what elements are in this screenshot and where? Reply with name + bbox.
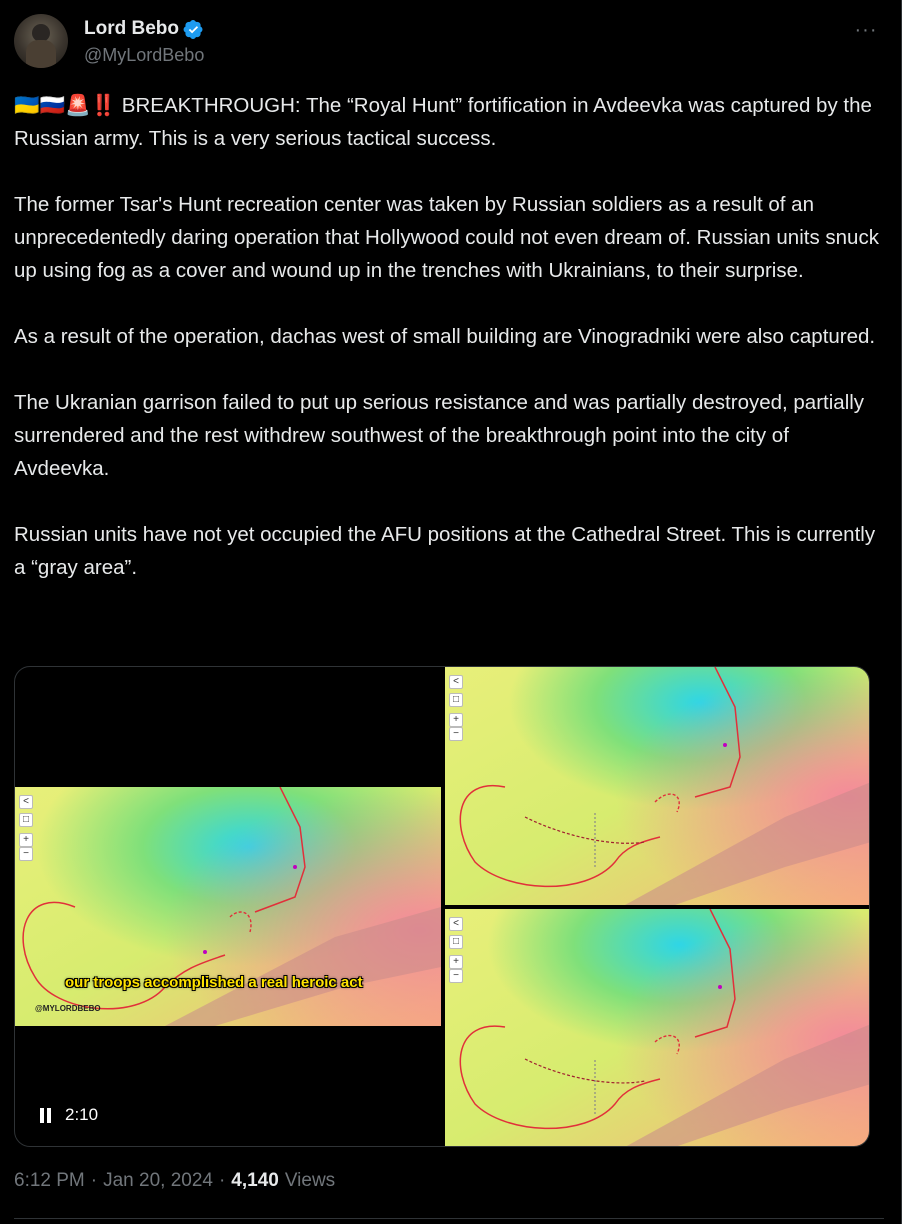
tweet-time[interactable]: 6:12 PM	[14, 1170, 85, 1191]
more-icon[interactable]: ···	[854, 18, 878, 41]
verified-badge-icon[interactable]	[183, 19, 204, 40]
video-caption: our troops accomplished a real heroic act	[65, 974, 363, 991]
divider	[14, 1218, 884, 1219]
views-count: 4,140	[231, 1170, 279, 1191]
map-image-bottom[interactable]	[445, 909, 870, 1147]
map-fullscreen-icon[interactable]: □	[449, 693, 463, 707]
map-fullscreen-icon[interactable]: □	[19, 813, 33, 827]
video-watermark: @MYLORDBEBO	[35, 1004, 101, 1013]
views-label: Views	[284, 1170, 336, 1191]
map-share-icon[interactable]: <	[449, 917, 463, 931]
map-image	[445, 667, 870, 905]
video-frame[interactable]	[15, 787, 441, 1026]
map-fullscreen-icon[interactable]: □	[449, 935, 463, 949]
display-name[interactable]: Lord Bebo	[84, 18, 179, 39]
map-share-icon[interactable]: <	[449, 675, 463, 689]
map-zoom-out-icon[interactable]: −	[19, 847, 33, 861]
map-zoom-in-icon[interactable]: +	[449, 713, 463, 727]
tweet-meta	[14, 1170, 335, 1192]
name-row	[84, 18, 204, 40]
map-share-icon[interactable]: <	[19, 795, 33, 809]
map-image	[445, 909, 870, 1147]
meta-separator: ·	[90, 1170, 98, 1191]
map-zoom-out-icon[interactable]: −	[449, 969, 463, 983]
pause-icon[interactable]	[39, 1108, 53, 1123]
tweet-text: 🇺🇦🇷🇺🚨‼️ BREAKTHROUGH: The “Royal Hunt” fortification in Avdeevka was captured by the Russian army. This is a very serious tactical success. The former Tsar's Hunt recreation center was taken by Russian soldiers as a result of an unprecedentedly daring operation that Hollywood could not even dream of. Russian units snuck up using fog as a cover and wound up in the trenches with Ukrainians, to their surprise. As a result of the operation, dachas west of small building are Vinogradniki were also captured. The Ukranian garrison failed to put up serious resistance and was partially destroyed, partially surrendered and the rest withdrew southwest of the breakthrough point into the city of Avdeevka. Russian units have not yet occupied the AFU positions at the Cathedral Street. This is currently a “gray area”.	[14, 94, 879, 579]
map-zoom-in-icon[interactable]: +	[19, 833, 33, 847]
map-zoom-out-icon[interactable]: −	[449, 727, 463, 741]
meta-separator: ·	[218, 1170, 226, 1191]
avatar-body	[26, 40, 56, 68]
tweet-header	[14, 14, 884, 70]
tweet-date[interactable]: Jan 20, 2024	[103, 1170, 213, 1191]
handle[interactable]: @MyLordBebo	[84, 45, 205, 65]
video-duration: 2:10	[65, 1105, 99, 1124]
map-zoom-in-icon[interactable]: +	[449, 955, 463, 969]
map-image-top[interactable]	[445, 667, 870, 905]
video-controls[interactable]	[39, 1105, 98, 1125]
avatar[interactable]	[14, 14, 68, 68]
media-grid[interactable]	[14, 666, 870, 1147]
